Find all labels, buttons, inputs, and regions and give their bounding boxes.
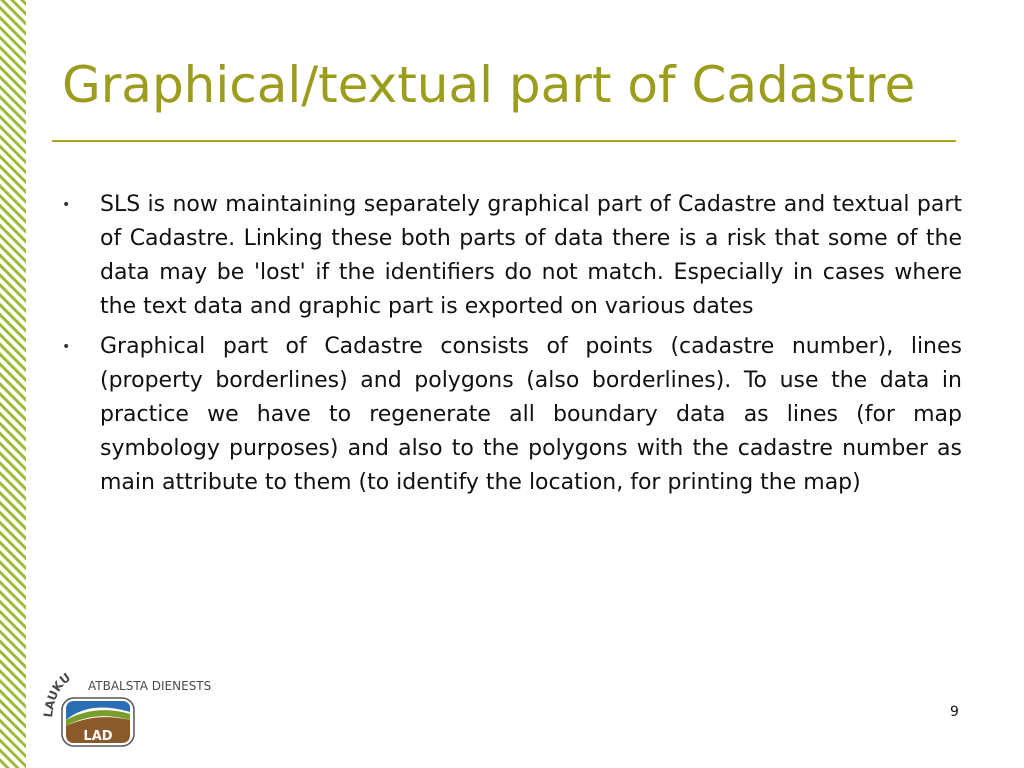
- logo-org-text: ATBALSTA DIENESTS: [88, 679, 212, 693]
- logo-arc-text: LAUKU: [41, 670, 74, 719]
- logo-badge-text: LAD: [83, 729, 113, 744]
- lad-logo-graphic: [40, 670, 240, 755]
- bullet-dot-icon: •: [62, 197, 71, 213]
- slide-title: Graphical/textual part of Cadastre: [62, 56, 916, 114]
- stripe-pattern: [0, 0, 26, 768]
- bullet-text: Graphical part of Cadastre consists of points (cadastre number), lines (property borderlines) and polygons (also borderlines). To use the data in practice we have to regenerate all boundary data as lines (for map symbology purposes) and also to the polygons with the cadastre number as main attribute to them (to identify the location, for printing the map): [100, 334, 962, 495]
- bullet-item: [62, 330, 962, 500]
- lad-logo: [40, 670, 240, 755]
- title-divider: [52, 140, 956, 142]
- bullet-text: SLS is now maintaining separately graphical part of Cadastre and textual part of Cadastre. Linking these both parts of data there is a risk that some of the data may be 'lost' if the identifiers do not match. Especially in cases where the text data and graphic part is exported on various dates: [100, 192, 962, 319]
- bullet-item: [62, 188, 962, 324]
- decorative-stripe: [0, 0, 26, 768]
- logo-badge-icon: [62, 698, 134, 746]
- bullet-dot-icon: •: [62, 339, 71, 355]
- page-number: 9: [950, 704, 959, 720]
- bullet-list: [62, 188, 962, 506]
